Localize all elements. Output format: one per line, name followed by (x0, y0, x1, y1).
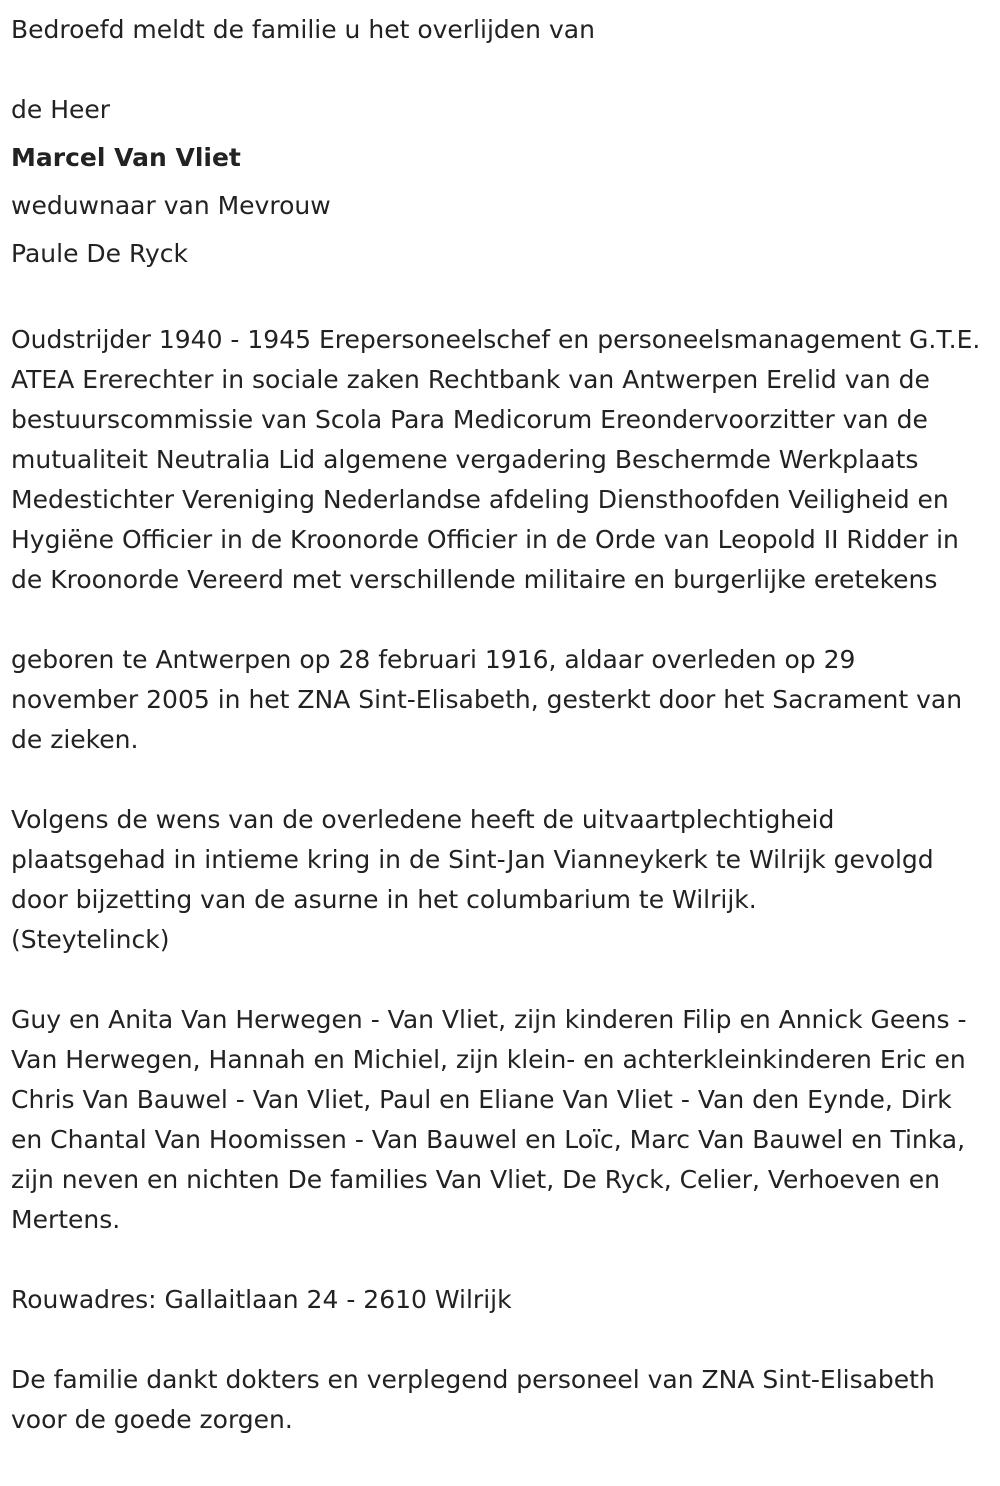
mourning-address: Rouwadres: Gallaitlaan 24 - 2610 Wilrijk (11, 1285, 512, 1314)
funeral-home: (Steytelinck) (11, 925, 170, 954)
family-paragraph: Guy en Anita Van Herwegen - Van Vliet, zijn kinderen Filip en Annick Geens - Van Herwegen, Hannah en Michiel, zijn klein- en achterkleinkinderen Eric en Chris Van Bauwel - Van Vliet, Paul en Eliane Van Vliet - Van den Eynde, Dirk en Chantal Van Hoomissen - Van Bauwel en Loïc, Marc Van Bauwel en Tinka, zijn neven en nichten De families Van Vliet, De Ryck, Celier, Verhoeven en Mertens. (11, 1005, 967, 1234)
funeral-paragraph: Volgens de wens van de overledene heeft de uitvaartplechtigheid plaatsgehad in intieme kring in de Sint-Jan Vianneykerk te Wilrijk gevolgd door bijzetting van de asurne in het columbarium te Wilrijk. (11, 805, 934, 914)
birth-death-paragraph: geboren te Antwerpen op 28 februari 1916, aldaar overleden op 29 november 2005 in het ZNA Sint-Elisabeth, gesterkt door het Sacrament van de zieken. (11, 645, 963, 754)
deceased-name: Marcel Van Vliet (11, 143, 241, 172)
intro-text: Bedroefd meldt de familie u het overlijden van (11, 15, 595, 44)
titles-paragraph: Oudstrijder 1940 - 1945 Erepersoneelschef en personeelsmanagement G.T.E. ATEA Ererechter in sociale zaken Rechtbank van Antwerpen Erelid van de bestuurscommissie van Scola Para Medicorum Ereondervoorzitter van de mutualiteit Neutralia Lid algemene vergadering Beschermde Werkplaats Medestichter Vereniging Nederlandse afdeling Diensthoofden Veiligheid en Hygiëne Officier in de Kroonorde Officier in de Orde van Leopold II Ridder in de Kroonorde Vereerd met verschillende militaire en burgerlijke eretekens (11, 325, 981, 594)
funeral-section (11, 800, 988, 960)
widower-line: weduwnaar van Mevrouw (11, 191, 331, 220)
spouse-name: Paule De Ryck (11, 239, 188, 268)
thanks-paragraph: De familie dankt dokters en verplegend personeel van ZNA Sint-Elisabeth voor de goede zorgen. (11, 1365, 935, 1434)
salutation: de Heer (11, 95, 111, 124)
